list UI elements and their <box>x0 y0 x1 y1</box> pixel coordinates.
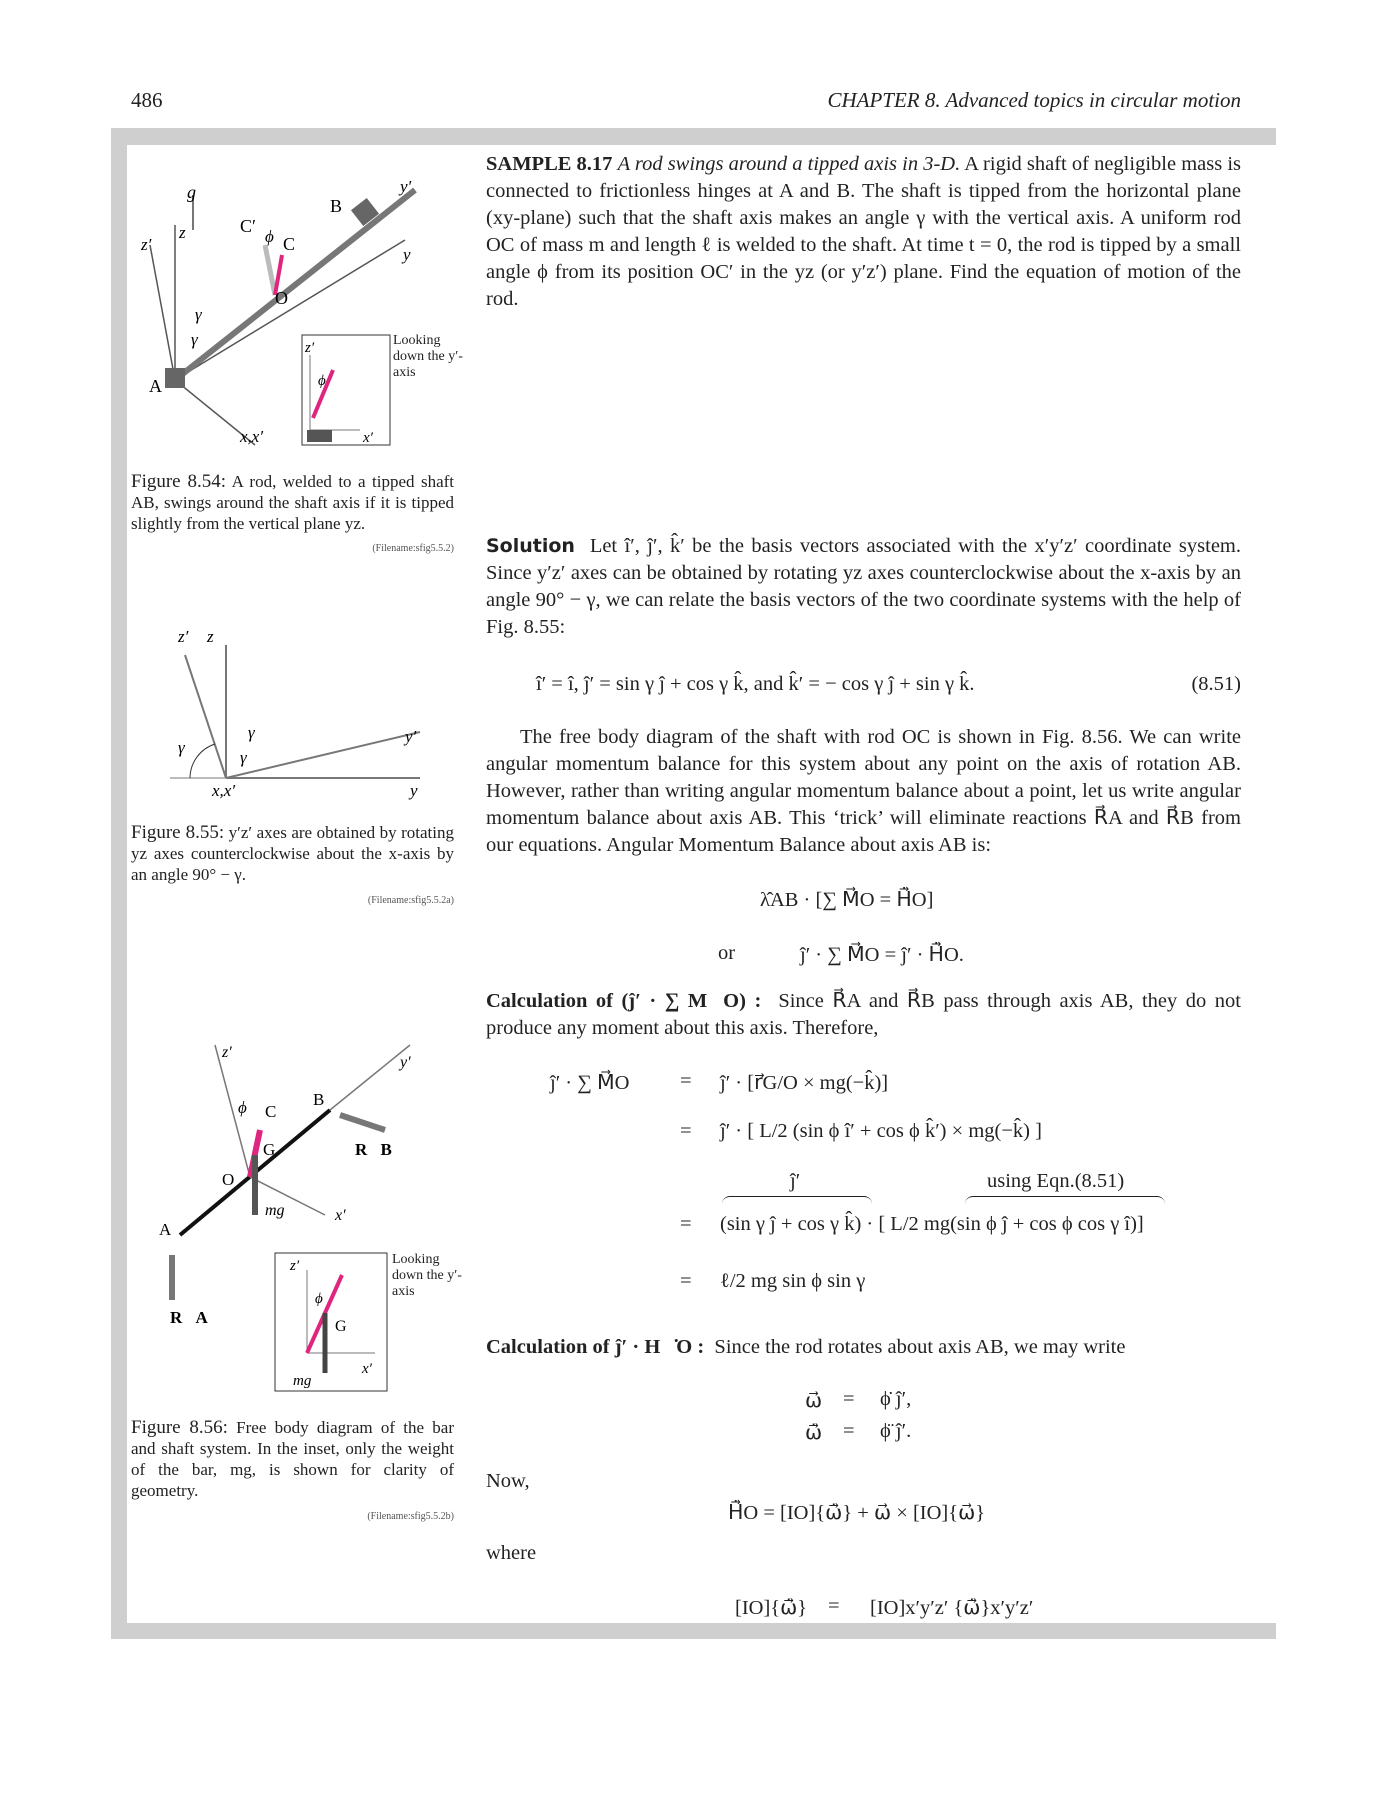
page-number: 486 <box>131 88 163 112</box>
label-RA: R⃗A <box>170 1308 208 1327</box>
label-RB: R⃗B <box>355 1140 392 1159</box>
figure-8-54-caption <box>131 471 454 534</box>
eq-sign: = <box>680 1213 692 1235</box>
figure-8-54 <box>135 170 465 460</box>
label-yp: y′ <box>400 1054 411 1071</box>
eq-sign: = <box>828 1595 840 1617</box>
label-g: g <box>187 182 196 202</box>
caption-label: Figure 8.55: <box>131 822 225 843</box>
omega-rhs: ϕ̇ ĵ′, <box>880 1388 912 1410</box>
sample-title: SAMPLE 8.17 <box>486 153 613 175</box>
calc-2-paragraph <box>486 1334 1241 1361</box>
calc-2-heading: Calculation of ĵ′ · H⃗̇O : <box>486 1336 705 1358</box>
label-gamma-2: γ <box>191 330 198 349</box>
eq-sign: = <box>680 1120 692 1142</box>
inset-label-mg: mg <box>293 1373 312 1389</box>
calc-1-row-3: (sin γ ĵ + cos γ k̂) · [ L/2 mg(sin ϕ ĵ + cos ϕ cos γ î)] <box>720 1213 1144 1235</box>
now-label: Now, <box>486 1470 530 1492</box>
chapter-header: CHAPTER 8. Advanced topics in circular motion <box>827 88 1241 112</box>
where-label: where <box>486 1542 537 1564</box>
figure-8-56-caption <box>131 1417 454 1501</box>
overbrace <box>722 1196 872 1205</box>
hdot-equation: H⃗̇O = [IO]{ω⃗̇} + ω⃗ × [IO]{ω⃗} <box>728 1502 986 1524</box>
eq-sign: = <box>680 1270 692 1292</box>
omega-lhs: ω⃗ <box>805 1390 823 1412</box>
inset-label-xp: x′ <box>362 1361 372 1377</box>
label-C: C <box>283 234 296 254</box>
calc-1-text: Since R⃗A and R⃗B pass through axis AB, they do not produce any moment about this axis. Therefore, <box>486 990 1241 1039</box>
solution-label: Solution <box>486 535 575 557</box>
brace-label-using: using Eqn.(8.51) <box>987 1170 1125 1192</box>
brace-label-jp: ĵ′ <box>790 1170 801 1192</box>
overbrace <box>965 1196 1165 1205</box>
label-yp: y′ <box>405 727 417 746</box>
label-z: z <box>207 630 214 646</box>
inset-label-zp: z′ <box>290 1258 300 1274</box>
calc-1-row-4: ℓ/2 mg sin ϕ sin γ <box>720 1270 866 1292</box>
calc-1-heading: Calculation of (ĵ′ · ∑ M⃗O) : <box>486 990 762 1012</box>
caption-label: Figure 8.54: <box>131 471 227 492</box>
figure-filename: (Filename:sfig5.5.2b) <box>367 1511 454 1522</box>
equation-8-51: î′ = î, ĵ′ = sin γ ĵ + cos γ k̂, and k̂′ = − cos γ ĵ + sin γ k̂. <box>536 673 975 695</box>
label-zp: z′ <box>178 630 189 646</box>
or-label: or <box>718 942 736 964</box>
inset-caption-1: Looking down the y′-axis <box>393 333 463 380</box>
label-A: A <box>149 376 162 396</box>
inset-label-phi: ϕ <box>318 373 326 389</box>
label-G: G <box>263 1140 276 1159</box>
sample-subtitle: A rod swings around a tipped axis in 3-D. <box>617 153 961 175</box>
label-gamma: γ <box>195 305 202 324</box>
last-lhs: [IO]{ω⃗̇} <box>735 1597 808 1619</box>
figure-8-55-caption <box>131 822 454 885</box>
figure-filename: (Filename:sfig5.5.2a) <box>367 895 454 906</box>
last-rhs: [IO]x′y′z′ {ω⃗̇}x′y′z′ <box>870 1597 1034 1619</box>
omegadot-lhs: ω⃗̇ <box>805 1422 823 1444</box>
inset-label-zp: z′ <box>305 340 315 356</box>
calc-1-row-1: ĵ′ · [r⃗G/O × mg(−k̂)] <box>720 1072 889 1094</box>
inset-label-phi: ϕ <box>315 1291 323 1307</box>
label-zp: z′ <box>222 1044 232 1061</box>
calc-2-text: Since the rod rotates about axis AB, we may write <box>714 1336 1126 1358</box>
label-Cp: C′ <box>240 216 256 236</box>
label-B: B <box>330 196 343 216</box>
sample-problem-statement <box>486 151 1241 313</box>
label-phi: ϕ <box>265 227 274 246</box>
label-yp: y′ <box>400 177 412 196</box>
label-y: y <box>410 781 418 800</box>
label-gamma-2: γ <box>240 748 247 767</box>
omegadot-rhs: ϕ̈ ĵ′. <box>880 1420 912 1442</box>
calc-1-paragraph <box>486 988 1241 1042</box>
label-O: O <box>222 1170 235 1189</box>
solution-paragraph-1 <box>486 533 1241 641</box>
caption-text: A rod, welded to a tipped shaft AB, swings around the shaft axis if it is tipped slightly from the vertical plane yz. <box>131 472 455 533</box>
figure-8-56 <box>150 1035 460 1395</box>
label-B: B <box>313 1090 325 1109</box>
caption-text: Free body diagram of the bar and shaft system. In the inset, only the weight of the bar, mg, is shown for clarity of geometry. <box>131 1418 455 1500</box>
label-z: z <box>179 223 186 242</box>
amb-equation-2: ĵ′ · ∑ M⃗O = ĵ′ · H⃗̇O. <box>800 944 964 966</box>
inset-caption-2: Looking down the y′-axis <box>392 1252 462 1299</box>
label-gamma-3: γ <box>178 738 185 757</box>
sample-body: A rigid shaft of negligible mass is connected to frictionless hinges at A and B. The shaft is tipped from the horizontal plane (xy-plane) such that the shaft axis makes an angle γ with the vertical axis. A uniform rod OC of mass m and length ℓ is welded to the shaft. At time t = 0, the rod is tipped by a small angle ϕ from its position OC′ in the yz (or y′z′) plane. Find the equation of motion of the rod. <box>486 153 1241 310</box>
amb-equation-1: λ̂AB · [∑ M⃗O = H⃗̇O] <box>760 889 934 911</box>
solution-paragraph-2: The free body diagram of the shaft with rod OC is shown in Fig. 8.56. We can write angular momentum balance for this system about any point on the axis of rotation AB. However, rather than writing angular momentum balance about a point, let us write angular momentum balance about axis AB. This ‘trick’ will eliminate reactions R⃗A and R⃗B from our equations. Angular Momentum Balance about axis AB is: <box>486 726 1241 856</box>
eq-sign: = <box>843 1388 855 1410</box>
eq-sign: = <box>680 1070 692 1092</box>
label-phi: ϕ <box>238 1098 247 1117</box>
figure-filename: (Filename:sfig5.5.2) <box>372 543 454 554</box>
label-mg: mg <box>265 1202 285 1219</box>
calc-1-row-2: ĵ′ · [ L/2 (sin ϕ î′ + cos ϕ k̂′) × mg(−k̂) ] <box>720 1120 1042 1142</box>
label-gamma: γ <box>248 723 255 742</box>
label-C: C <box>265 1102 277 1121</box>
label-A: A <box>159 1220 172 1239</box>
inset-label-xp: x′ <box>363 430 373 446</box>
label-xxp: x,x′ <box>212 781 236 800</box>
caption-text: y′z′ axes are obtained by rotating yz axes counterclockwise about the x-axis by an angle 90° − γ. <box>131 823 454 884</box>
label-xp: x′ <box>335 1207 346 1224</box>
solution-text: Let î′, ĵ′, k̂′ be the basis vectors associated with the x′y′z′ coordinate system. Since y′z′ axes can be obtained by rotating yz axes counterclockwise about the x-axis by an angle 90° − γ, we can relate the basis vectors of the two coordinate systems with the help of Fig. 8.55: <box>486 535 1241 638</box>
calc-1-lhs: ĵ′ · ∑ M⃗O <box>550 1072 630 1094</box>
equation-number: (8.51) <box>1191 673 1241 695</box>
label-y: y <box>403 245 411 264</box>
eq-sign: = <box>843 1420 855 1442</box>
caption-label: Figure 8.56: <box>131 1417 228 1438</box>
figure-8-55 <box>160 630 450 800</box>
label-O: O <box>275 288 288 308</box>
label-zp: z′ <box>141 235 152 254</box>
label-xxp: x,x′ <box>240 427 264 446</box>
inset-label-G: G <box>335 1318 347 1335</box>
